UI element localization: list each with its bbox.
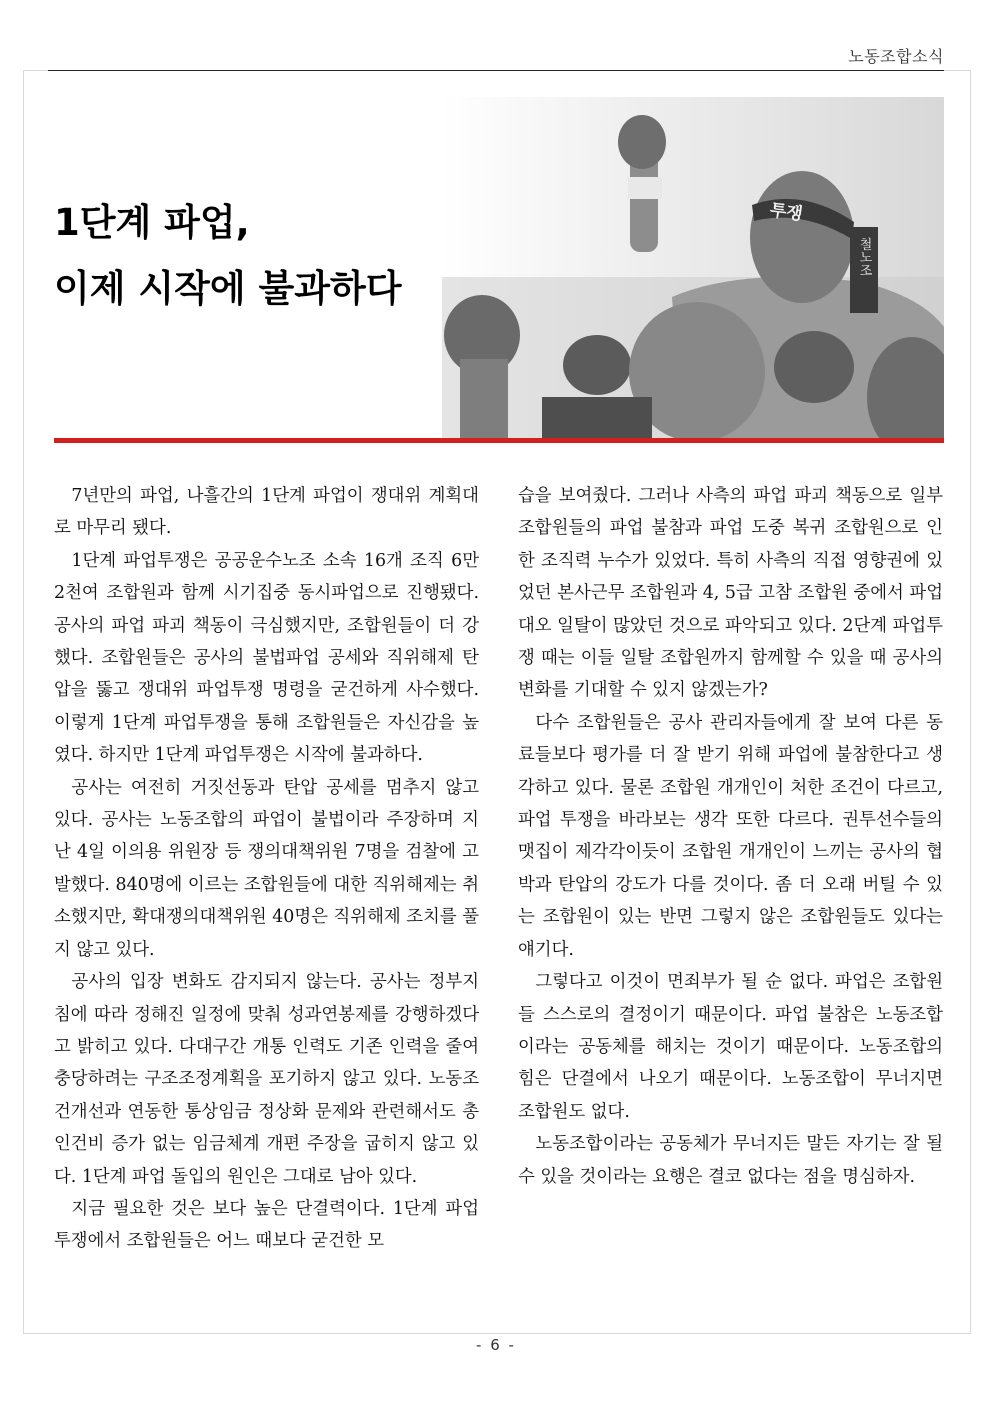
header-rule: [48, 70, 944, 71]
article-column-right: [518, 480, 943, 1193]
page-number: - 6 -: [476, 1336, 516, 1354]
article-headline: [54, 190, 401, 322]
paragraph: 공사의 입장 변화도 감지되지 않는다. 공사는 정부지침에 따라 정해진 일정에 맞춰 성과연봉제를 강행하겠다고 밝히고 있다. 다대구간 개통 인력도 기존 인력을 줄여 충당하려는 구조조정계획을 포기하지 않고 있다. 노동조건개선과 연동한 통상임금 정상화 문제와 관련해서도 총인건비 증가 없는 임금체계 개편 주장을 굽히지 않고 있다. 1단계 파업 돌입의 원인은 그대로 남아 있다.: [54, 972, 479, 1187]
headline-line-2: 이제 시작에 불과하다: [54, 267, 402, 310]
paragraph: 그렇다고 이것이 면죄부가 될 순 없다. 파업은 조합원들 스스로의 결정이기 때문이다. 파업 불참은 노동조합이라는 공동체를 해치는 것이기 때문이다. 노동조합의 힘은 단결에서 나오기 때문이다. 노동조합이 무너지면 조합원도 없다.: [518, 972, 943, 1122]
paragraph: 1단계 파업투쟁은 공공운수노조 소속 16개 조직 6만2천여 조합원과 함께 시기집중 동시파업으로 진행됐다. 공사의 파업 파괴 책동이 극심했지만, 조합원들이 더 강했다. 조합원들은 공사의 불법파업 공세와 직위해제 탄압을 뚫고 쟁대위 파업투쟁 명령을 굳건하게 사수했다. 이렇게 1단계 파업투쟁을 통해 조합원들은 자신감을 높였다. 하지만 1단계 파업투쟁은 시작에 불과하다.: [54, 550, 479, 766]
paragraph: 7년만의 파업, 나흘간의 1단계 파업이 쟁대위 계획대로 마무리 됐다.: [54, 486, 479, 539]
paragraph: 다수 조합원들은 공사 관리자들에게 잘 보여 다른 동료들보다 평가를 더 잘 받기 위해 파업에 불참한다고 생각하고 있다. 물론 조합원 개개인이 처한 조건이 다르고, 파업 투쟁을 바라보는 생각 또한 다르다. 권투선수들의 맷집이 제각각이듯이 조합원 개개인이 느끼는 공사의 협박과 탄압의 강도가 다를 것이다. 좀 더 오래 버틸 수 있는 조합원이 있는 반면 그렇지 않은 조합원들도 있다는 얘기다.: [518, 712, 943, 960]
paragraph: 공사는 여전히 거짓선동과 탄압 공세를 멈추지 않고 있다. 공사는 노동조합의 파업이 불법이라 주장하며 지난 4일 이의용 위원장 등 쟁의대책위원 7명을 검찰에 고발했다. 840명에 이르는 조합원들에 대한 직위해제는 취소했지만, 확대쟁의대책위원 40명은 직위해제 조치를 풀지 않고 있다.: [54, 777, 479, 960]
headline-line-1: 1단계 파업,: [54, 201, 250, 244]
article-column-left: [54, 480, 479, 1258]
headband-text: 투쟁: [768, 200, 804, 225]
strike-rally-photo: [442, 97, 944, 440]
red-divider: [54, 438, 944, 443]
sash-text: 철노조: [856, 237, 872, 277]
paragraph-continuation: 습을 보여줬다. 그러나 사측의 파업 파괴 책동으로 일부 조합원들의 파업 불참과 파업 도중 복귀 조합원으로 인한 조직력 누수가 있었다. 특히 사측의 직접 영향권에 있었던 본사근무 조합원과 4, 5급 고참 조합원 중에서 파업 대오 일탈이 많았던 것으로 파악되고 있다. 2단계 파업투쟁 때는 이들 일탈 조합원까지 함께할 수 있을 때 공사의 변화를 기대할 수 있지 않겠는가?: [518, 486, 943, 701]
paragraph: 노동조합이라는 공동체가 무너지든 말든 자기는 잘 될 수 있을 것이라는 요행은 결코 없다는 점을 명심하자.: [518, 1134, 943, 1187]
running-header: 노동조합소식: [848, 47, 944, 66]
paragraph: 지금 필요한 것은 보다 높은 단결력이다. 1단계 파업투쟁에서 조합원들은 어느 때보다 굳건한 모: [54, 1198, 479, 1252]
